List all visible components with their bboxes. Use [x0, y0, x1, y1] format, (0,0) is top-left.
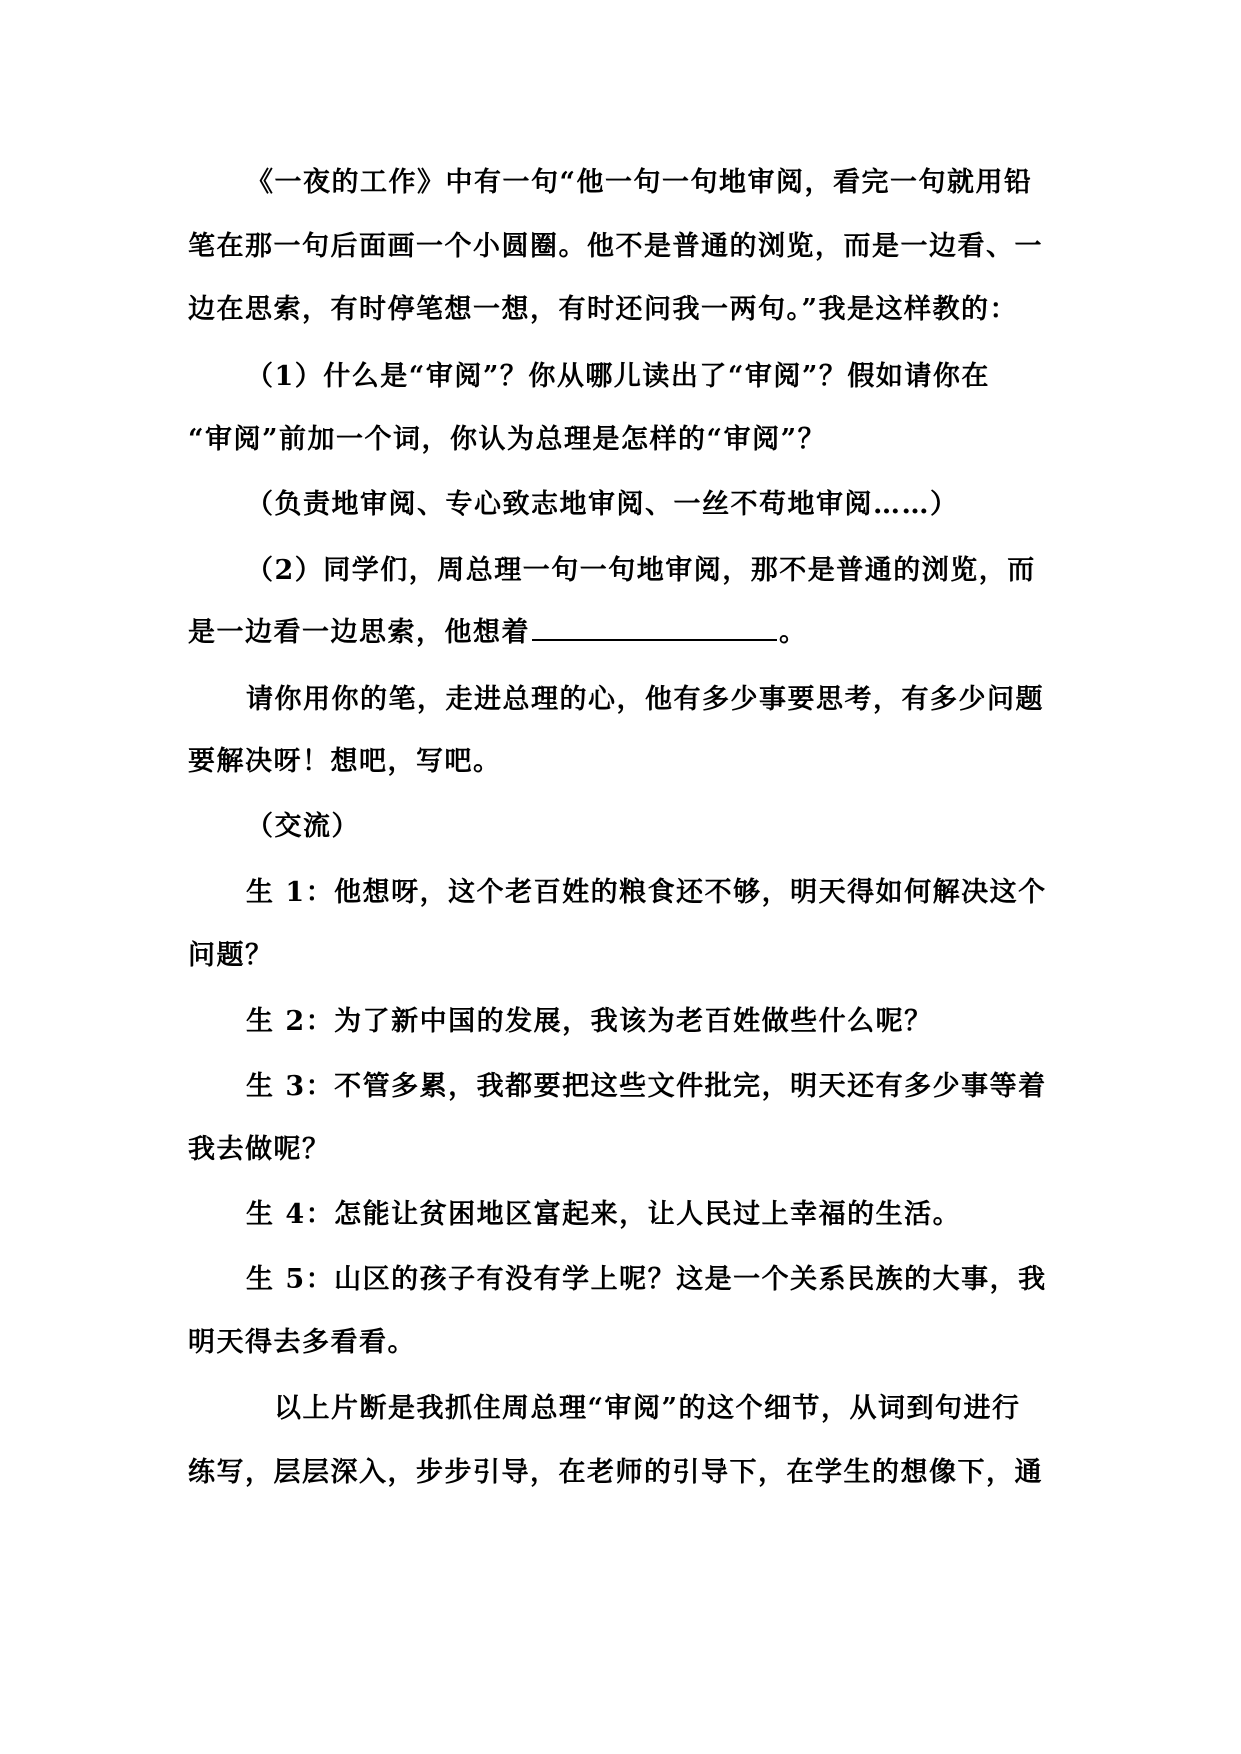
paragraph-line: 练写，层层深入，步步引导，在老师的引导下，在学生的想像下，通 — [188, 1457, 1043, 1488]
fill-in-prefix: 是一边看一边思索，他想着 — [188, 617, 530, 648]
question-1-line: （1）什么是“审阅”？你从哪儿读出了“审阅”？假如请你在 — [246, 361, 990, 392]
fill-in-blank[interactable] — [532, 613, 777, 641]
student-2-line: 生 2：为了新中国的发展，我该为老百姓做些什么呢？ — [246, 1006, 933, 1037]
fill-in-suffix: 。 — [779, 617, 808, 648]
paragraph-line: 请你用你的笔，走进总理的心，他有多少事要思考，有多少问题 — [246, 684, 1044, 715]
fill-in-line — [188, 613, 808, 653]
answer-examples-line: （负责地审阅、专心致志地审阅、一丝不苟地审阅……） — [246, 489, 959, 520]
paragraph-line: 《一夜的工作》中有一句“他一句一句地审阅，看完一句就用铅 — [246, 167, 1033, 198]
question-2-line: （2）同学们，周总理一句一句地审阅，那不是普通的浏览，而 — [246, 555, 1036, 586]
exchange-heading: （交流） — [246, 811, 360, 842]
paragraph-line: 笔在那一句后面画一个小圆圈。他不是普通的浏览，而是一边看、一 — [188, 231, 1043, 262]
student-1-line: 生 1：他想呀，这个老百姓的粮食还不够，明天得如何解决这个 — [246, 877, 1047, 908]
paragraph-line: 边在思索，有时停笔想一想，有时还问我一两句。”我是这样教的： — [188, 294, 1019, 325]
student-3-line: 生 3：不管多累，我都要把这些文件批完，明天还有多少事等着 — [246, 1071, 1047, 1102]
paragraph-line: “审阅”前加一个词，你认为总理是怎样的“审阅”？ — [188, 424, 827, 455]
paragraph-line: 问题？ — [188, 940, 274, 971]
paragraph-line: 明天得去多看看。 — [188, 1327, 416, 1358]
student-4-line: 生 4：怎能让贫困地区富起来，让人民过上幸福的生活。 — [246, 1199, 962, 1230]
summary-line: 以上片断是我抓住周总理“审阅”的这个细节，从词到句进行 — [274, 1393, 1021, 1424]
paragraph-line: 要解决呀！想吧，写吧。 — [188, 746, 502, 777]
paragraph-line: 我去做呢？ — [188, 1134, 331, 1165]
student-5-line: 生 5：山区的孩子有没有学上呢？这是一个关系民族的大事，我 — [246, 1264, 1047, 1295]
